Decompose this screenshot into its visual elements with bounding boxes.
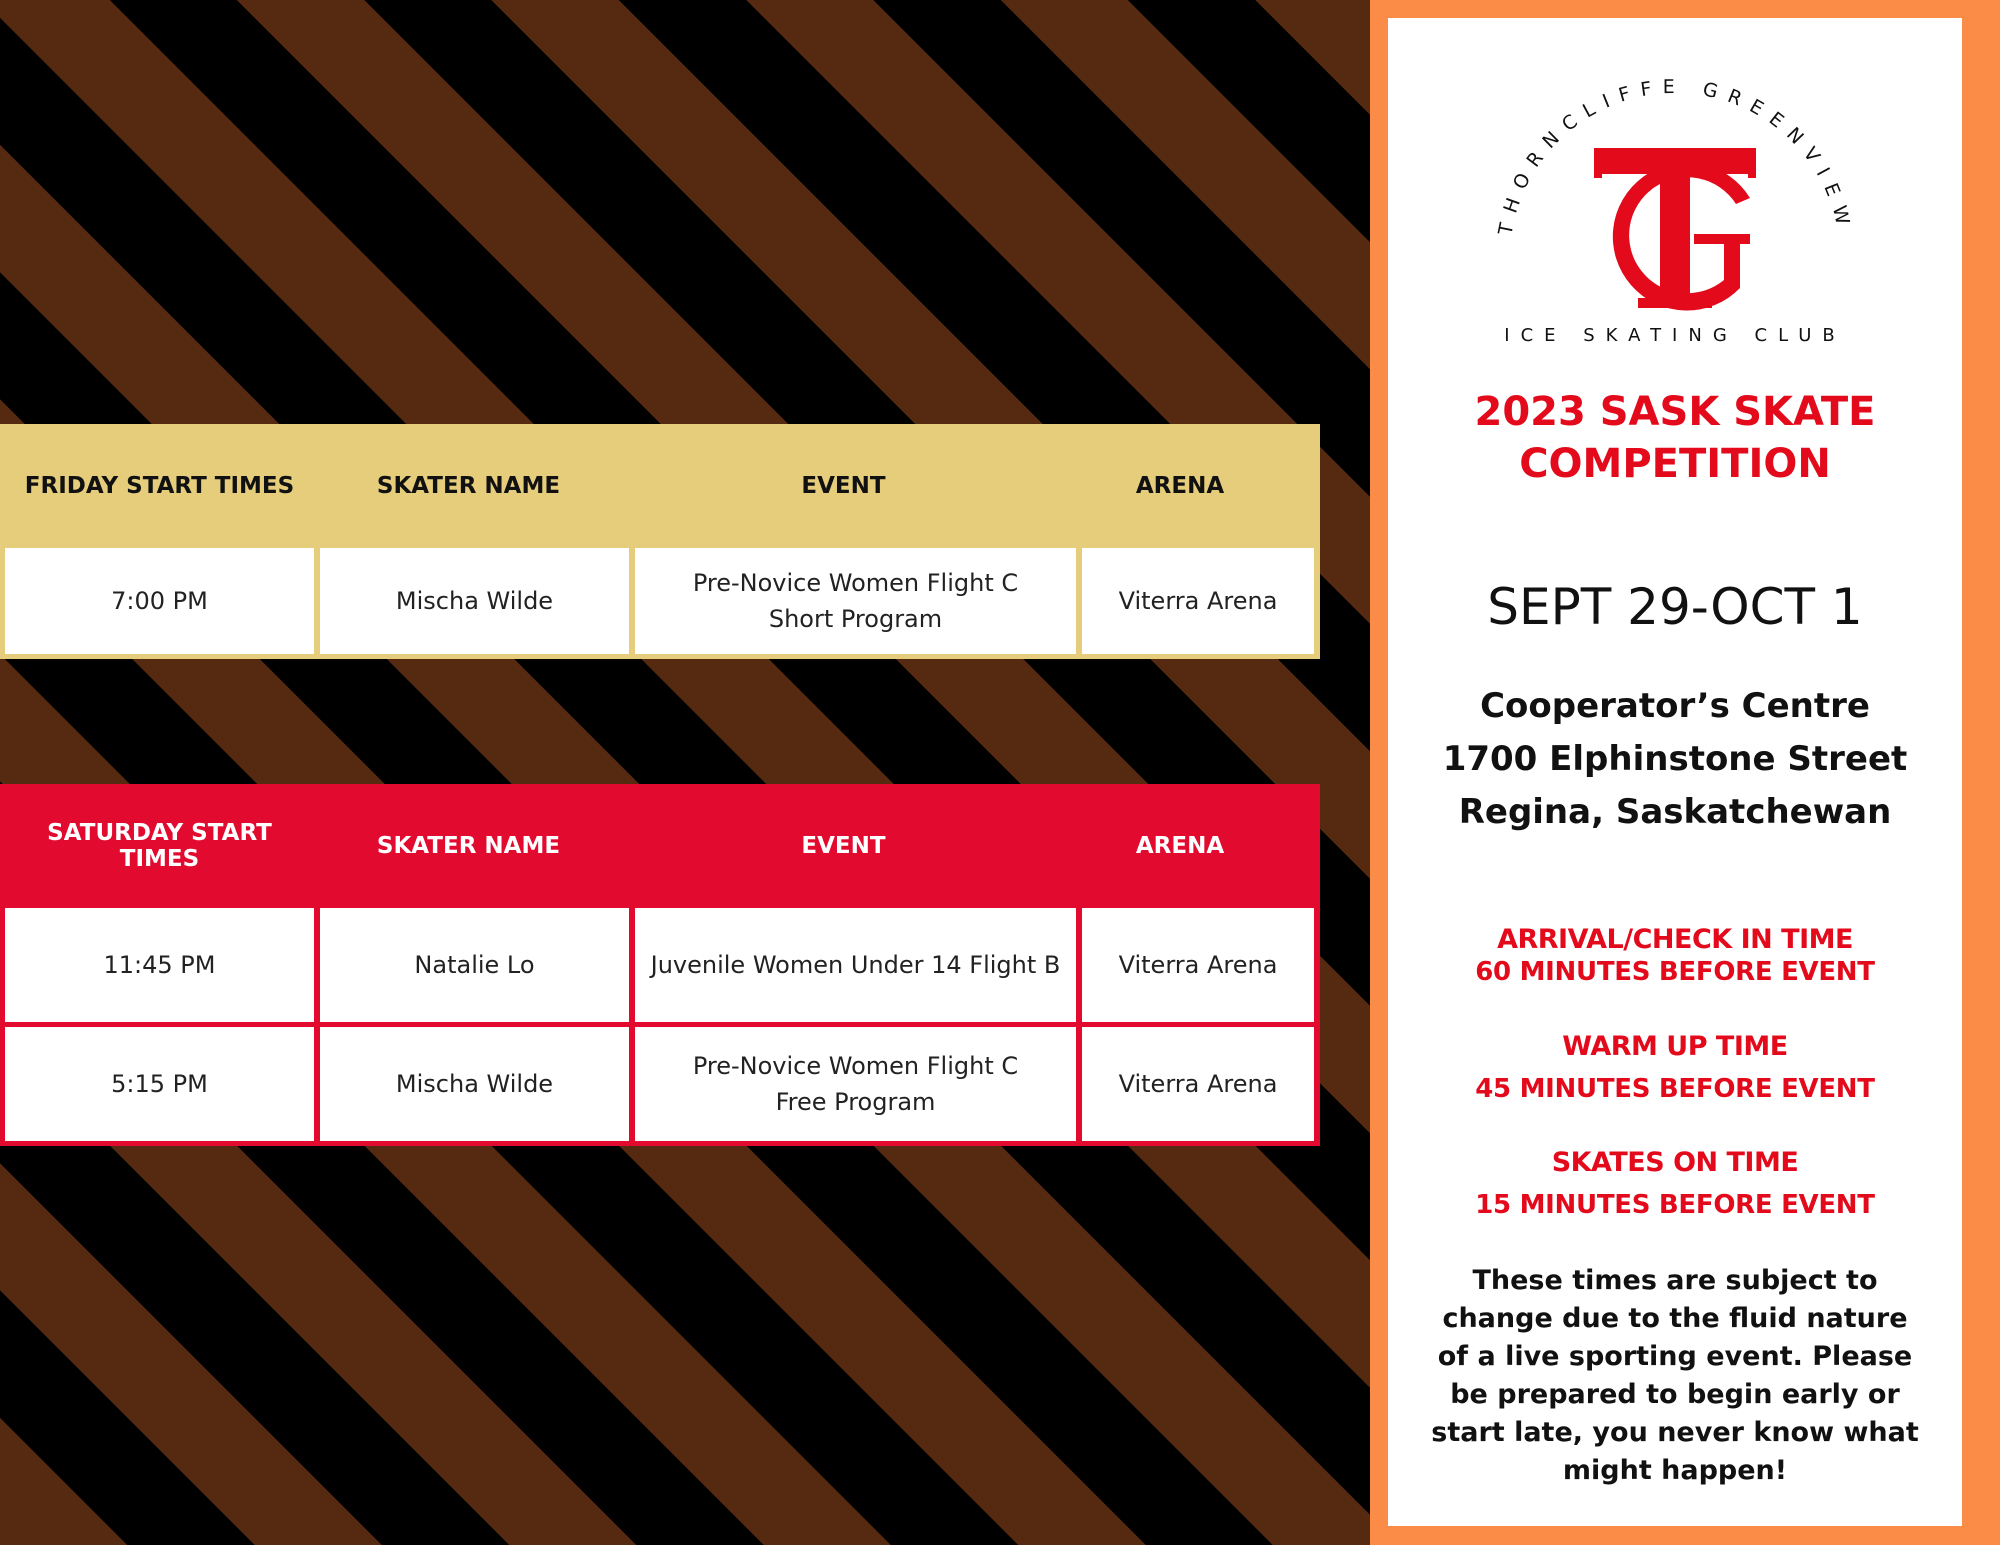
competition-title-line1: 2023 SASK SKATE [1474,389,1876,435]
venue-city: Regina, Saskatchewan [1458,792,1892,832]
warmup-time-value: 45 MINUTES BEFORE EVENT [1475,1074,1875,1104]
table-row [5,908,1315,1022]
logo-monogram-icon [1594,148,1756,311]
start-time-cell: 5:15 PM [5,1027,314,1141]
venue-name: Cooperator’s Centre [1480,686,1870,726]
competition-title-line2: COMPETITION [1519,441,1831,487]
info-panel [1388,18,1962,1526]
arena-cell: Viterra Arena [1082,1027,1314,1141]
event-cell: Pre-Novice Women Flight C Short Program [635,548,1076,654]
friday-header-arena: ARENA [1135,473,1225,499]
arrival-time-block [1388,924,1962,987]
arena-cell: Viterra Arena [1082,548,1314,654]
schedule-disclaimer: These times are subject to change due to the fluid nature of a live sporting event. Please be prepared to begin early or start late, you never know what might happen! [1431,1265,1919,1486]
competition-dates: SEPT 29-OCT 1 [1487,578,1863,636]
saturday-header-start-times: SATURDAY START TIMES [47,820,272,872]
skates-on-time-label: SKATES ON TIME [1551,1147,1799,1178]
arrival-time-label: ARRIVAL/CHECK IN TIME [1497,924,1853,955]
friday-header-start-times: FRIDAY START TIMES [24,473,295,499]
venue-street: 1700 Elphinstone Street [1442,739,1908,779]
table-row [5,1027,1315,1141]
friday-header-row [5,424,1315,548]
skates-on-time-block [1388,1147,1962,1220]
saturday-header-arena: ARENA [1135,833,1225,859]
friday-header-skater-name: SKATER NAME [376,473,561,499]
arena-cell: Viterra Arena [1082,908,1314,1022]
friday-schedule-table [0,424,1320,659]
saturday-header-skater-name: SKATER NAME [376,833,561,859]
saturday-header-row [5,784,1315,908]
saturday-schedule-table [0,784,1320,1146]
skates-on-time-value: 15 MINUTES BEFORE EVENT [1475,1190,1875,1220]
table-row [5,548,1315,654]
skater-name-cell: Mischa Wilde [320,548,629,654]
warmup-time-block [1388,1031,1962,1104]
event-cell: Juvenile Women Under 14 Flight B [635,908,1076,1022]
event-cell: Pre-Novice Women Flight C Free Program [635,1027,1076,1141]
skater-name-cell: Mischa Wilde [320,1027,629,1141]
skater-name-cell: Natalie Lo [320,908,629,1022]
club-logo-graphic [1488,48,1862,348]
start-time-cell: 7:00 PM [5,548,314,654]
warmup-time-label: WARM UP TIME [1562,1031,1788,1062]
club-logo [1488,48,1862,348]
logo-bottom-text: ICE SKATING CLUB [1504,325,1846,346]
competition-title [1388,386,1962,490]
logo-arc-text: THORNCLIFFE GREENVIEW [1494,75,1856,237]
friday-header-event: EVENT [801,473,886,499]
venue-address [1388,680,1962,839]
saturday-header-event: EVENT [801,833,886,859]
start-time-cell: 11:45 PM [5,908,314,1022]
arrival-time-value: 60 MINUTES BEFORE EVENT [1475,957,1875,987]
